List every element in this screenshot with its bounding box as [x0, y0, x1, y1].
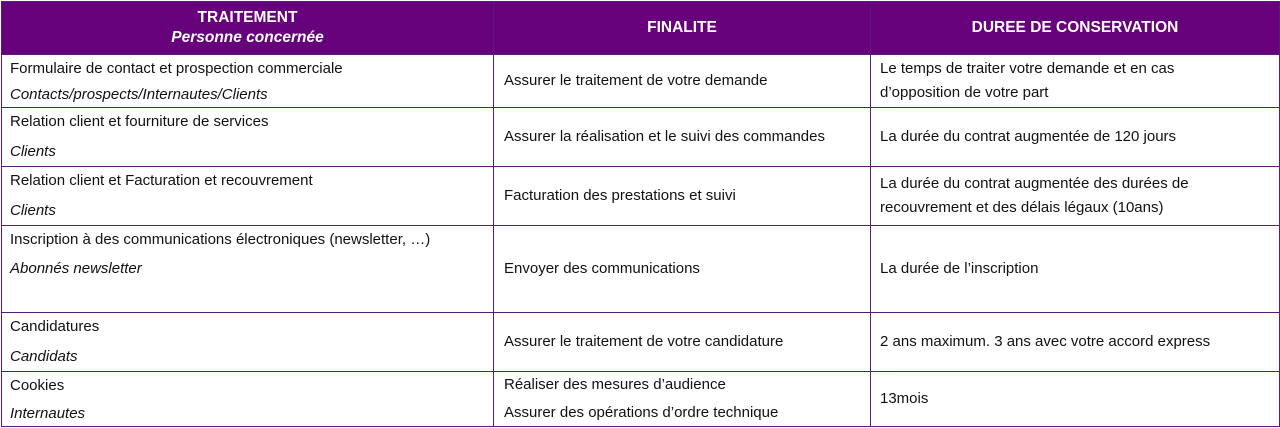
duree-text: La durée de l’inscription	[880, 260, 1039, 277]
cell-finalite	[494, 313, 871, 372]
cell-finalite	[494, 226, 871, 313]
traitement-label: Inscription à des communications électroniques (newsletter, …)	[10, 231, 431, 248]
header-finalite: FINALITE	[494, 2, 871, 55]
header-traitement-title: TRAITEMENT	[197, 9, 298, 26]
header-traitement-subtitle: Personne concernée	[171, 29, 324, 46]
table-row	[2, 167, 1280, 226]
cell-duree	[871, 313, 1280, 372]
cell-duree	[871, 167, 1280, 226]
duree-text: La durée du contrat augmentée de 120 jours	[880, 128, 1177, 145]
header-duree: DUREE DE CONSERVATION	[871, 2, 1280, 55]
personne-label: Candidats	[10, 348, 78, 365]
traitement-label: Formulaire de contact et prospection commerciale	[10, 60, 343, 77]
duree-text: Le temps de traiter votre demande et en cas	[880, 60, 1175, 77]
finalite-text: Assurer le traitement de votre demande	[504, 72, 768, 89]
duree-text: recouvrement et des délais légaux (10ans)	[880, 199, 1164, 216]
duree-text: d’opposition de votre part	[880, 84, 1049, 101]
cell-finalite	[494, 108, 871, 167]
traitement-label: Relation client et Facturation et recouvrement	[10, 172, 313, 189]
cell-finalite	[494, 167, 871, 226]
finalite-text: Assurer des opérations d’ordre technique	[504, 404, 779, 421]
finalite-text: Assurer le traitement de votre candidature	[504, 333, 784, 350]
cell-traitement	[2, 226, 494, 313]
table-row	[2, 55, 1280, 108]
duree-text: 13mois	[880, 390, 929, 407]
cell-duree	[871, 226, 1280, 313]
personne-label: Contacts/prospects/Internautes/Clients	[10, 86, 268, 103]
traitement-label: Candidatures	[10, 318, 100, 335]
cell-duree	[871, 55, 1280, 108]
duree-text: 2 ans maximum. 3 ans avec votre accord express	[880, 333, 1211, 350]
finalite-text: Réaliser des mesures d’audience	[504, 376, 726, 393]
table-row	[2, 108, 1280, 167]
table-row	[2, 372, 1280, 427]
finalite-text: Assurer la réalisation et le suivi des commandes	[504, 128, 825, 145]
cell-finalite	[494, 372, 871, 427]
cell-traitement	[2, 55, 494, 108]
data-table	[1, 1, 1280, 427]
cell-duree	[871, 372, 1280, 427]
cell-traitement	[2, 313, 494, 372]
cell-traitement	[2, 372, 494, 427]
personne-label: Clients	[10, 202, 56, 219]
personne-label: Abonnés newsletter	[10, 260, 142, 277]
traitement-label: Relation client et fourniture de services	[10, 113, 269, 130]
traitement-label: Cookies	[10, 377, 65, 394]
finalite-text: Facturation des prestations et suivi	[504, 187, 736, 204]
personne-label: Clients	[10, 143, 56, 160]
cell-traitement	[2, 108, 494, 167]
cell-traitement	[2, 167, 494, 226]
duree-text: La durée du contrat augmentée des durées de	[880, 175, 1189, 192]
header-row	[2, 2, 1280, 55]
cell-finalite	[494, 55, 871, 108]
table-row	[2, 226, 1280, 313]
cell-duree	[871, 108, 1280, 167]
table-row	[2, 313, 1280, 372]
finalite-text: Envoyer des communications	[504, 260, 700, 277]
personne-label: Internautes	[10, 405, 86, 422]
header-traitement	[2, 2, 494, 55]
